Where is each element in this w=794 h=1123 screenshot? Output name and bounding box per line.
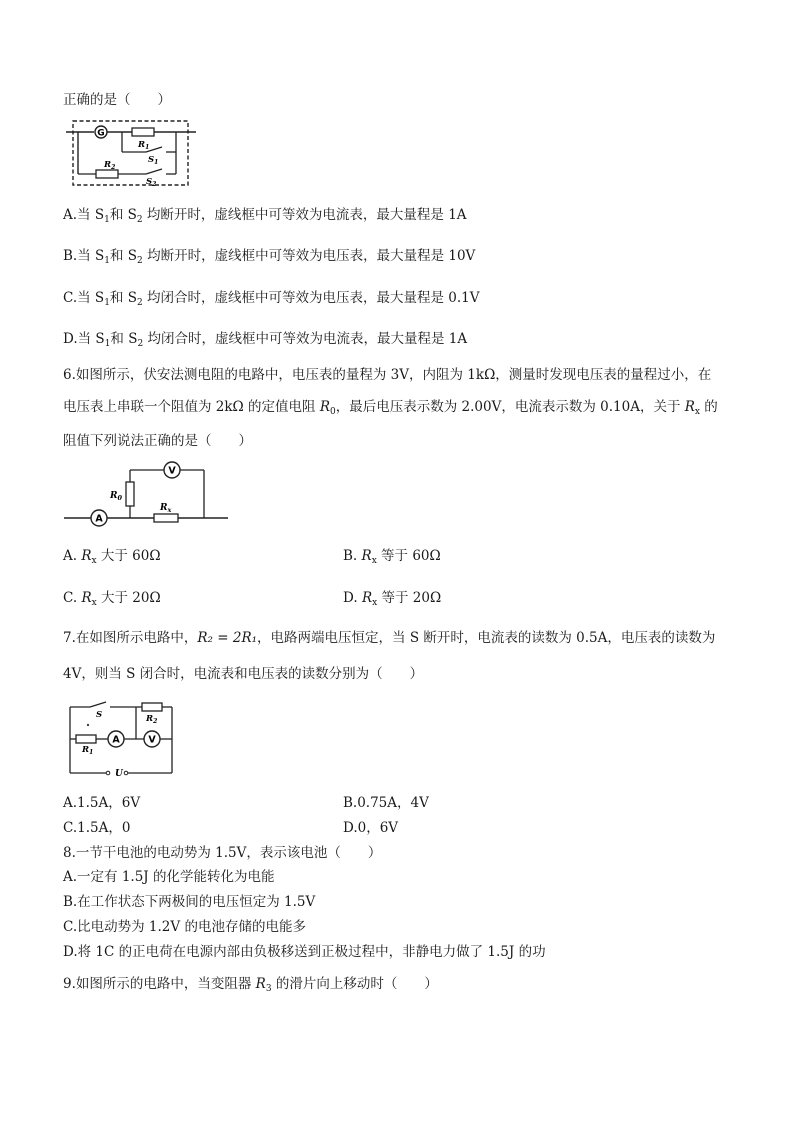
q6-option-b-pre: B. [343, 548, 362, 564]
voltmeter-label: V [148, 734, 156, 746]
r1-label: $R_1$ [138, 140, 150, 151]
sub-1: 1 [104, 339, 111, 349]
q6-option-a-r: R [81, 548, 92, 564]
q6-option-d-r: R [361, 590, 373, 606]
q8-option-c[interactable]: C.比电动势为 1.2V 的电池存储的电能多 [63, 919, 306, 935]
q6-option-a-pre: A. [63, 548, 82, 564]
q6-line2-b: ，最后电压表示数为 2.00V，电流表示数为 0.10A，关于 [335, 399, 685, 415]
q6-option-d[interactable] [343, 589, 441, 607]
q6-option-c-r: R [81, 590, 92, 606]
q5-option-d[interactable] [63, 330, 467, 348]
q5-circuit-figure [66, 118, 196, 190]
r2-label: $R_2$ [146, 714, 158, 725]
q9-r3-symbol: R [255, 976, 266, 992]
q8-option-a[interactable]: A.一定有 1.5J 的化学能转化为电能 [63, 869, 275, 885]
s-label: S [96, 710, 103, 720]
voltmeter-label: V [168, 465, 176, 477]
q7-option-d[interactable]: D.0，6V [343, 820, 399, 836]
sub-2: 2 [137, 339, 144, 349]
q7-circuit-figure [66, 699, 176, 779]
q7-stem-line1 [63, 629, 715, 647]
rx-label: $R_x$ [160, 503, 172, 514]
q9-r3-sub: 3 [265, 984, 272, 994]
q7-option-c[interactable]: C.1.5A，0 [63, 820, 131, 836]
q6-option-a-post: 大于 60Ω [96, 548, 161, 564]
q7-equation: R₂ = 2R₁ [197, 630, 258, 646]
r1-resistor [132, 128, 154, 136]
q5-option-c[interactable] [63, 289, 480, 307]
q6-option-b-sub: x [371, 556, 377, 566]
q5-option-b-post: 均断开时，虚线框中可等效为电压表，最大量程是 10V [142, 248, 476, 264]
q6-option-b-r: R [361, 548, 372, 564]
q6-circuit-figure [64, 458, 228, 530]
q6-rx-sub: x [694, 407, 700, 417]
q6-option-a[interactable] [63, 547, 161, 565]
r0-resistor [126, 482, 134, 506]
q7-line1-b: ，电路两端电压恒定，当 S 断开时，电流表的读数为 0.5A，电压表的读数为 [257, 630, 716, 646]
q6-stem-line1: 6.如图所示，伏安法测电阻的电路中，电压表的量程为 3V，内阻为 1kΩ，测量时发现电压表的量程过小，在 [63, 367, 712, 383]
r1-label: $R_1$ [82, 745, 94, 756]
q5-option-a-post: 均断开时，虚线框中可等效为电流表，最大量程是 1A [142, 207, 467, 223]
s2-switch [146, 169, 162, 174]
q6-line2-c: 的 [700, 399, 718, 415]
q8-stem: 8.一节干电池的电动势为 1.5V，表示该电池（ ） [63, 845, 382, 861]
q5-stem-tail: 正确的是（ ） [63, 92, 171, 108]
q6-stem-line3: 阻值下列说法正确的是（ ） [63, 433, 252, 449]
q5-option-c-mid: 和 S [109, 290, 137, 306]
s-switch [90, 702, 106, 707]
q5-option-d-pre: D.当 S [63, 331, 105, 347]
q6-option-c-post: 大于 20Ω [96, 590, 161, 606]
q8-option-d[interactable]: D.将 1C 的正电荷在电源内部由负极移送到正极过程中，非静电力做了 1.5J 的功 [63, 944, 546, 960]
q9-stem-a: 9.如图所示的电路中，当变阻器 [63, 976, 256, 992]
q5-option-a[interactable] [63, 206, 467, 224]
q8-option-b[interactable]: B.在工作状态下两极间的电压恒定为 1.5V [63, 894, 316, 910]
q9-stem-b: 的滑片向上移动时（ ） [271, 976, 438, 992]
q5-option-b-mid: 和 S [110, 248, 138, 264]
q5-option-a-pre: A.当 S [63, 207, 105, 223]
q7-stem-line2: 4V，则当 S 闭合时，电流表和电压表的读数分别为（ ） [63, 666, 424, 682]
q5-option-d-mid: 和 S [110, 331, 138, 347]
ammeter-label: A [95, 513, 103, 525]
sub-2: 2 [136, 215, 143, 225]
r0-label: $R_0$ [110, 491, 123, 502]
q6-r0-symbol: R [319, 399, 331, 415]
q6-option-d-sub: x [372, 598, 378, 608]
q6-option-b-post: 等于 60Ω [376, 548, 441, 564]
galvanometer-label: G [97, 128, 105, 139]
sub-2: 2 [136, 298, 143, 308]
q6-r0-sub: 0 [330, 407, 336, 417]
q5-option-d-post: 均闭合时，虚线框中可等效为电流表，最大量程是 1A [143, 331, 468, 347]
q5-option-b[interactable] [63, 247, 475, 265]
ammeter-label: A [112, 734, 120, 746]
u-label: U [115, 769, 123, 779]
s2-label: $S_2$ [146, 177, 157, 188]
q9-stem [63, 975, 438, 993]
sub-1: 1 [104, 256, 110, 266]
q6-rx-symbol: R [684, 399, 695, 415]
q7-option-b[interactable]: B.0.75A，4V [343, 795, 429, 811]
q6-option-d-pre: D. [343, 590, 362, 606]
q5-option-a-mid: 和 S [109, 207, 137, 223]
q6-option-b[interactable] [343, 547, 441, 565]
q6-option-d-post: 等于 20Ω [377, 590, 442, 606]
sub-1: 1 [104, 215, 110, 225]
r2-resistor [142, 703, 162, 711]
q7-line1-a: 7.在如图所示电路中， [63, 630, 198, 646]
q5-option-c-pre: C.当 S [63, 290, 105, 306]
s1-label: $S_1$ [148, 155, 159, 166]
r2-resistor [96, 170, 118, 178]
q6-option-a-sub: x [91, 556, 97, 566]
q6-line2-a: 电压表上串联一个阻值为 2kΩ 的定值电阻 [63, 399, 320, 415]
q7-option-a[interactable]: A.1.5A，6V [63, 795, 141, 811]
q6-option-c-sub: x [91, 598, 97, 608]
q5-option-b-pre: B.当 S [63, 248, 105, 264]
r1-resistor [76, 735, 96, 743]
sub-2: 2 [137, 256, 143, 266]
q6-option-c[interactable] [63, 589, 161, 607]
rx-resistor [154, 514, 178, 522]
r2-label: $R_2$ [104, 160, 116, 171]
q6-option-c-pre: C. [63, 590, 82, 606]
q5-option-c-post: 均闭合时，虚线框中可等效为电压表，最大量程是 0.1V [142, 290, 480, 306]
q6-stem-line2 [63, 398, 718, 416]
sub-1: 1 [104, 298, 110, 308]
